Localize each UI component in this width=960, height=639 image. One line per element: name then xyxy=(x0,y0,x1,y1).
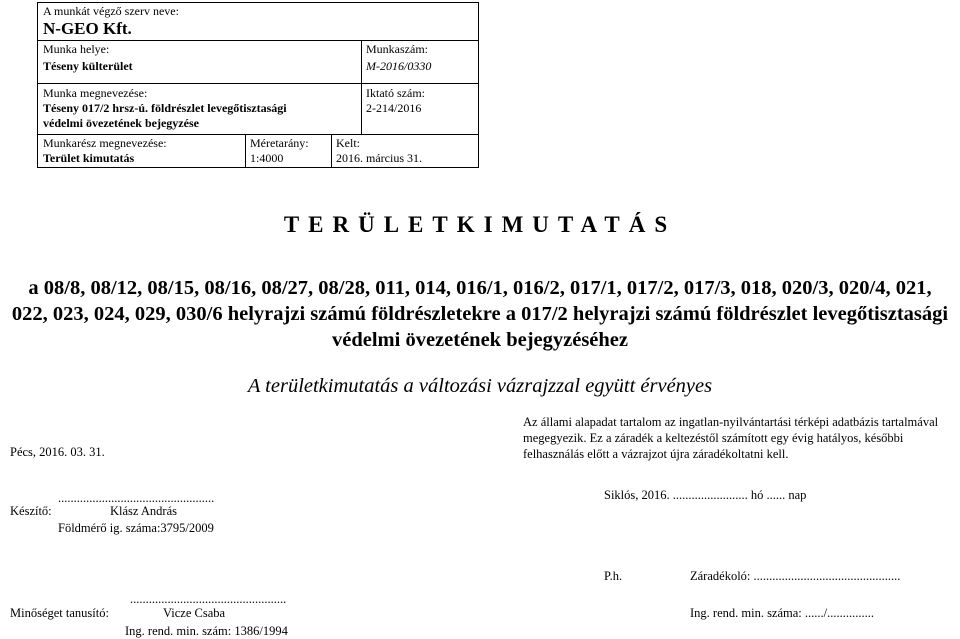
work-title-line2: védelmi övezetének bejegyzése xyxy=(43,116,199,130)
org-label: A munkát végző szerv neve: xyxy=(43,4,179,18)
document-subject: a 08/8, 08/12, 08/15, 08/16, 08/27, 08/28, 011, 014, 016/1, 016/2, 017/1, 017/2, 017/3, 018, 020/3, 020/4, 021, 022, 023, 024, 029, 030/6 helyrajzi számú földrészletekre a 017/2 helyrajzi számú földrészlet levegőtisztasági védelmi övezetének bejegyzéséhez xyxy=(11,277,949,351)
date-label: Kelt: xyxy=(336,136,360,150)
work-number: M-2016/0330 xyxy=(366,59,432,73)
prepared-name: Klász András xyxy=(110,504,177,518)
scale-value: 1:4000 xyxy=(250,151,284,165)
place-date: Pécs, 2016. 03. 31. xyxy=(10,445,105,459)
work-title-line1: Téseny 017/2 hrsz-ú. földrészlet levegőtisztasági xyxy=(43,101,287,115)
document-title: TERÜLETKIMUTATÁS xyxy=(283,212,677,237)
quality-name: Vicze Csaba xyxy=(163,606,226,620)
work-number-label: Munkaszám: xyxy=(366,42,428,56)
table-divider xyxy=(38,134,478,135)
clerk-signature-line: Záradékoló: ............................................... xyxy=(690,569,901,583)
quality-license: Ing. rend. min. szám: 1386/1994 xyxy=(125,624,288,638)
work-title-label: Munka megnevezése: xyxy=(43,86,148,100)
siklos-date-line: Siklós, 2016. ........................ hó ...... nap xyxy=(604,488,807,502)
part-label: Munkarész megnevezése: xyxy=(43,136,167,150)
table-divider xyxy=(245,134,246,167)
ing-number-line: Ing. rend. min. száma: ....../............... xyxy=(690,606,874,620)
table-divider xyxy=(361,40,362,134)
quality-label: Minőséget tanusító: xyxy=(10,606,109,620)
part-name: Terület kimutatás xyxy=(43,151,135,165)
work-place-label: Munka helye: xyxy=(43,42,110,56)
table-divider xyxy=(38,40,478,41)
work-place: Téseny külterület xyxy=(43,59,133,73)
date-value: 2016. március 31. xyxy=(336,151,422,165)
header-table xyxy=(37,2,479,168)
org-name: N-GEO Kft. xyxy=(43,19,132,38)
filing-number: 2-214/2016 xyxy=(366,101,422,115)
prepared-signature-line: .................................................. xyxy=(58,491,215,505)
filing-label: Iktató szám: xyxy=(366,86,425,100)
stamp-mark: P.h. xyxy=(604,569,623,583)
scale-label: Méretarány: xyxy=(250,136,309,150)
validity-note: A területkimutatás a változási vázrajzzal együtt érvényes xyxy=(247,375,713,397)
quality-signature-line: .................................................. xyxy=(130,592,287,606)
table-divider xyxy=(38,83,478,84)
prepared-label: Készítő: xyxy=(10,504,52,518)
table-divider xyxy=(331,134,332,167)
clause-text: Az állami alapadat tartalom az ingatlan-nyilvántartási térképi adatbázis tartalmával megegyezik. Ez a záradék a keltezéstől számított egy évig hatályos, későbbi felhasználás előtt a vázrajzot újra záradékoltatni kell. xyxy=(523,415,939,461)
prepared-license: Földmérő ig. száma:3795/2009 xyxy=(58,521,214,535)
